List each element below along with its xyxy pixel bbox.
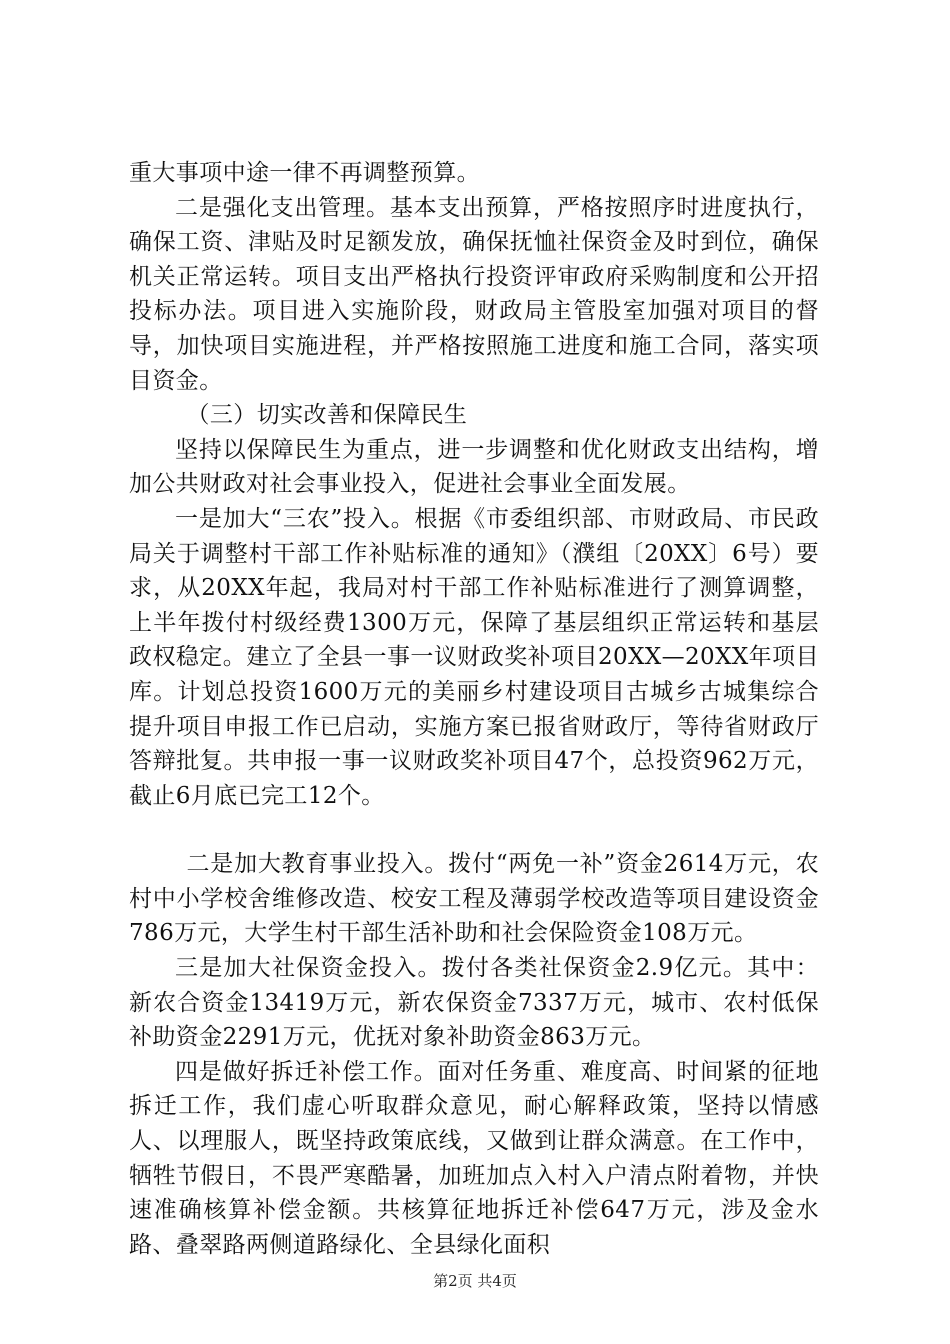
paragraph-expenditure-management: 二是强化支出管理。基本支出预算，严格按照序时进度执行，确保工资、津贴及时足额发放，确保抚恤社保资金及时到位，确保机关正常运转。项目支出严格执行投资评审政府采购制度和公开招投标办法。项目进入实施阶段，财政局主管股室加强对项目的督导，加快项目实施进程，并严格按照施工进度和施工合同，落实项目资金。 [129, 194, 819, 394]
paragraph-rural-investment: 一是加大“三农”投入。根据《市委组织部、市财政局、市民政局关于调整村干部工作补贴标准的通知》（濮组〔20XX〕6号）要求，从20XX年起，我局对村干部工作补贴标准进行了测算调整，上半年拨付村级经费1300万元，保障了基层组织正常运转和基层政权稳定。建立了全县一事一议财政奖补项目20XX—20XX年项目库。计划总投资1600万元的美丽乡村建设项目古城乡古城集综合提升项目申报工作已启动，实施方案已报省财政厅，等待省财政厅答辩批复。共申报一事一议财政奖补项目47个，总投资962万元，截止6月底已完工12个。 [129, 505, 819, 809]
paragraph-demolition-compensation: 四是做好拆迁补偿工作。面对任务重、难度高、时间紧的征地拆迁工作，我们虚心听取群众意见，耐心解释政策，坚持以情感人、以理服人，既坚持政策底线，又做到让群众满意。在工作中，牺牲节假日，不畏严寒酷暑，加班加点入村入户清点附着物，并快速准确核算补偿金额。共核算征地拆迁补偿647万元，涉及金水路、叠翠路两侧道路绿化、全县绿化面积 [129, 1058, 819, 1258]
document-body [129, 156, 819, 1262]
paragraph-budget-continuation: 重大事项中途一律不再调整预算。 [129, 160, 480, 186]
section-heading-livelihood: （三）切实改善和保障民生 [186, 402, 468, 429]
paragraph-livelihood-intro: 坚持以保障民生为重点，进一步调整和优化财政支出结构，增加公共财政对社会事业投入，促进社会事业全面发展。 [129, 436, 819, 498]
page-number-footer: 第2页 共4页 [433, 1272, 517, 1290]
paragraph-social-security-investment: 三是加大社保资金投入。拨付各类社保资金2.9亿元。其中：新农合资金13419万元，新农保资金7337万元，城市、农村低保补助资金2291万元，优抚对象补助资金863万元。 [129, 955, 819, 1051]
paragraph-gap [129, 813, 819, 847]
paragraph-education-investment: 二是加大教育事业投入。拨付“两免一补”资金2614万元，农村中小学校舍维修改造、校安工程及薄弱学校改造等项目建设资金786万元，大学生村干部生活补助和社会保险资金108万元。 [129, 851, 819, 947]
